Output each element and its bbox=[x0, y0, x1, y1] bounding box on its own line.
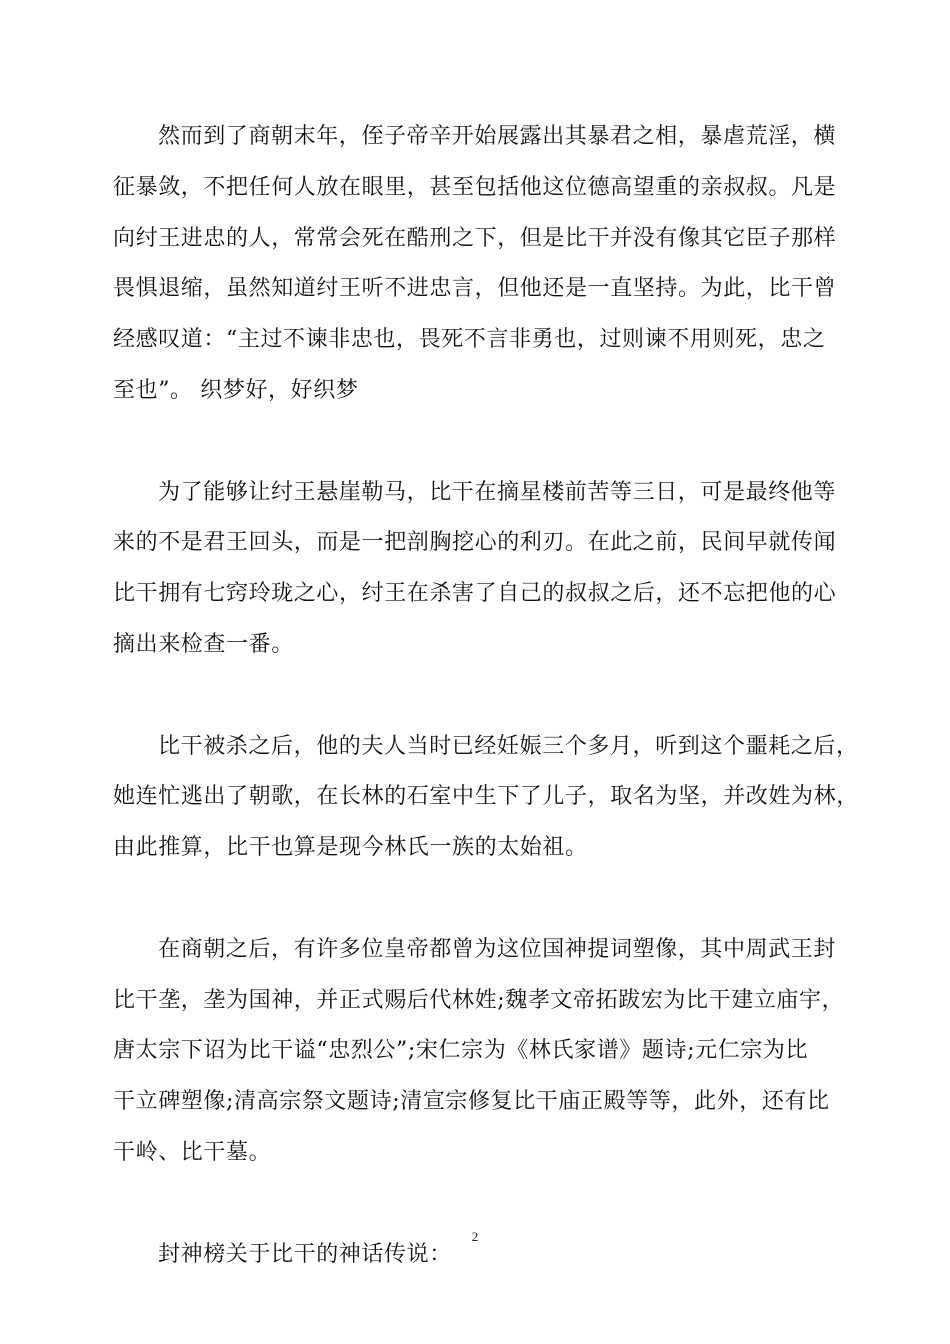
text-line: 经感叹道：“主过不谏非忠也，畏死不言非勇也，过则谏不用则死，忠之 bbox=[113, 327, 826, 353]
text-line: 在商朝之后，有许多位皇帝都曾为这位国神提词塑像，其中周武王封 bbox=[158, 936, 837, 962]
text-line: 然而到了商朝末年，侄子帝辛开始展露出其暴君之相，暴虐荒淫，横 bbox=[158, 124, 837, 149]
text-line: 封神榜关于比干的神话传说： bbox=[158, 1241, 452, 1267]
paragraph-1 bbox=[113, 112, 837, 417]
paragraph-spacer bbox=[113, 417, 833, 468]
text-line: 比干拥有七窍玲珑之心，纣王在杀害了自己的叔叔之后，还不忘把他的心 bbox=[113, 581, 837, 607]
paragraph-2 bbox=[113, 468, 837, 671]
paragraph-spacer bbox=[113, 671, 833, 722]
text-line: 摘出来检查一番。 bbox=[113, 631, 294, 657]
text-line: 为了能够让纣王悬崖勒马，比干在摘星楼前苦等三日，可是最终他等 bbox=[158, 479, 837, 505]
text-line: 干立碑塑像;清高宗祭文题诗;清宣宗修复比干庙正殿等等，此外，还有比 bbox=[113, 1089, 830, 1115]
paragraph-4 bbox=[113, 925, 845, 1179]
paragraph-spacer bbox=[113, 874, 833, 925]
text-line: 干岭、比干墓。 bbox=[113, 1139, 272, 1165]
page-number: 2 bbox=[471, 1229, 479, 1244]
text-line: 唐太宗下诏为比干谥“忠烈公”;宋仁宗为《林氏家谱》题诗;元仁宗为比 bbox=[113, 1038, 809, 1064]
paragraph-spacer bbox=[113, 1179, 833, 1230]
text-line: 她连忙逃出了朝歌，在长林的石室中生下了儿子，取名为坚，并改姓为林， bbox=[113, 784, 859, 810]
text-line: 畏惧退缩，虽然知道纣王听不进忠言，但他还是一直坚持。为此，比干曾 bbox=[113, 276, 837, 302]
text-line: 至也”。 织梦好，好织梦 bbox=[113, 377, 359, 403]
text-line: 征暴敛，不把任何人放在眼里，甚至包括他这位德高望重的亲叔叔。凡是 bbox=[113, 174, 837, 200]
text-line: 来的不是君王回头，而是一把剖胸挖心的利刃。在此之前，民间早就传闻 bbox=[113, 530, 837, 556]
body-text bbox=[113, 112, 859, 1280]
text-line: 比干被杀之后，他的夫人当时已经妊娠三个多月，听到这个噩耗之后， bbox=[158, 733, 859, 759]
text-line: 由此推算，比干也算是现今林氏一族的太始祖。 bbox=[113, 835, 588, 861]
text-line: 比干垄，垄为国神，并正式赐后代林姓;魏孝文帝拓跋宏为比干建立庙宇， bbox=[113, 987, 845, 1013]
paragraph-3 bbox=[113, 722, 859, 874]
text-line: 向纣王进忠的人，常常会死在酷刑之下，但是比干并没有像其它臣子那样 bbox=[113, 225, 837, 251]
